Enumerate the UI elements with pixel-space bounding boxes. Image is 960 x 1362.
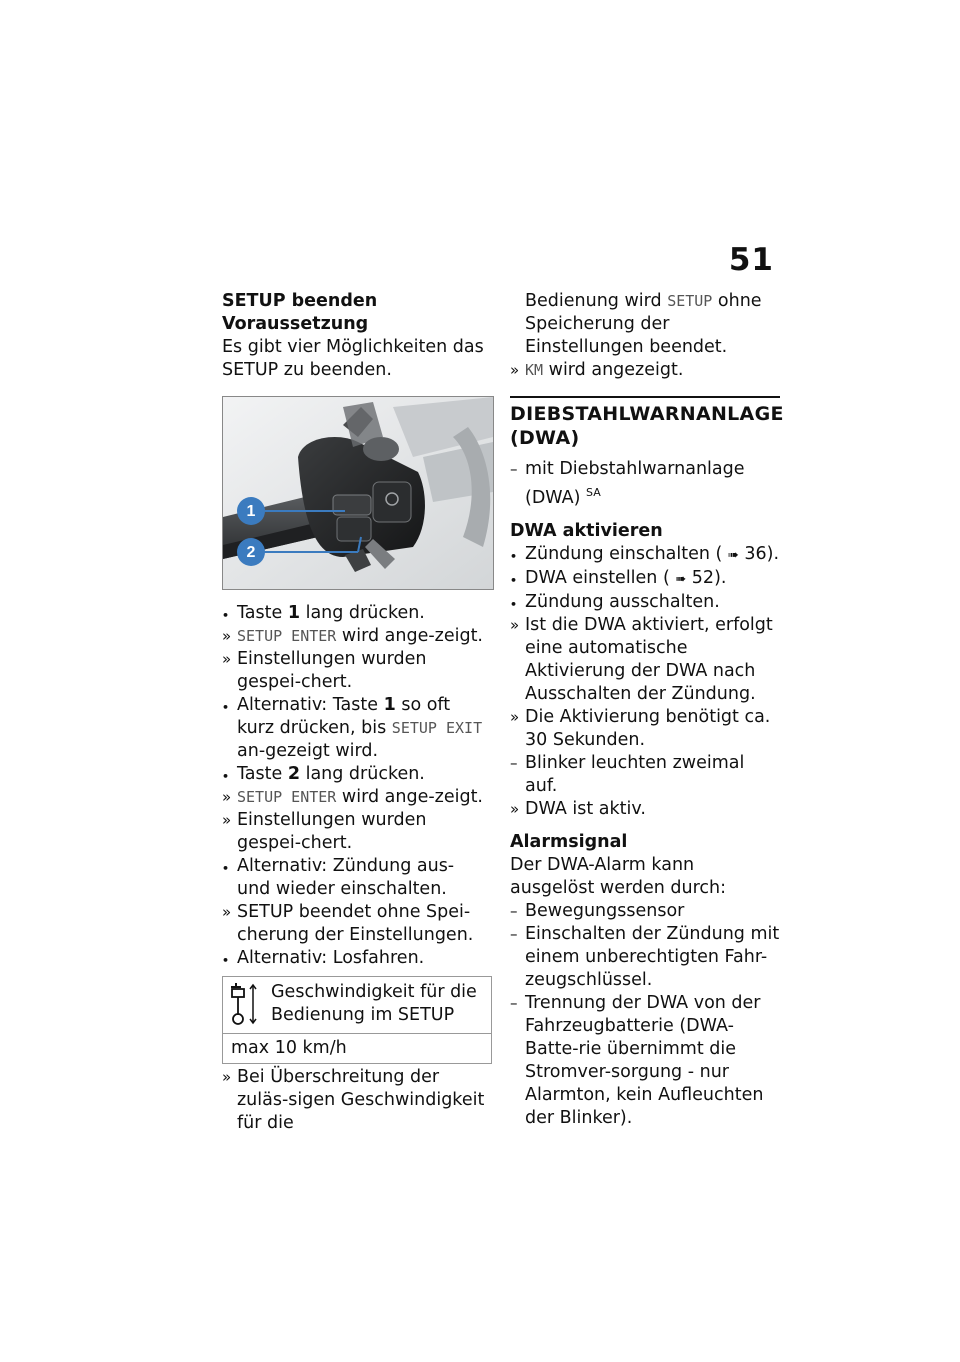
item-text: Alternativ: Taste (237, 695, 384, 715)
optional-equipment-mark: SA (586, 486, 601, 499)
result-marker: » (510, 707, 520, 726)
list-item (222, 602, 492, 625)
subheading-dwa-aktivieren: DWA aktivieren (510, 520, 663, 541)
dash-marker: – (510, 901, 518, 920)
list-item (510, 567, 780, 591)
key-number: 1 (287, 603, 301, 623)
list-item (222, 648, 492, 694)
item-text: Taste (237, 603, 288, 623)
item-text: Bei Überschreitung der zuläs-sigen Geschwindigkeit für die (237, 1067, 485, 1133)
result-marker: » (222, 903, 232, 921)
bullet-marker: • (222, 701, 230, 714)
item-text: wird ange-zeigt. (336, 787, 483, 807)
result-marker: » (222, 627, 232, 645)
callout-label-1: 1 (246, 503, 256, 520)
result-marker: » (510, 361, 520, 379)
page-number: 51 (728, 242, 774, 278)
speed-limit-value: max 10 km/h (231, 1038, 347, 1058)
list-item (510, 543, 780, 567)
list-item (510, 900, 780, 923)
bullet-marker: • (222, 954, 230, 967)
item-text: Ist die DWA aktiviert, erfolgt eine automatische Aktivierung der DWA nach Ausschalten der Zündung. (525, 614, 773, 704)
item-text: an-gezeigt wird. (237, 741, 379, 761)
item-text: ohne Speicherung der Einstellungen beendet. (525, 291, 762, 357)
list-item (510, 614, 780, 706)
item-text: Bewegungssensor (525, 900, 685, 921)
result-marker: » (222, 1068, 232, 1086)
list-item (222, 947, 492, 970)
key-number: 2 (287, 764, 301, 784)
key-number: 1 (383, 695, 396, 715)
list-item (510, 359, 780, 382)
section-heading-setup-beenden: SETUP beenden (222, 291, 378, 311)
list-item (222, 625, 492, 648)
right-column (510, 290, 784, 1130)
item-text: SETUP beendet ohne Spei-cherung der Einstellungen. (237, 902, 474, 945)
dash-marker: – (510, 924, 518, 943)
item-text: DWA ist aktiv. (525, 798, 646, 819)
list-item (510, 591, 780, 614)
item-text: Einstellungen wurden gespei-chert. (237, 649, 427, 692)
item-text: lang drücken. (300, 764, 425, 784)
list-item (510, 752, 780, 798)
dash-marker: – (510, 753, 518, 772)
item-text: lang drücken. (300, 603, 425, 623)
item-text: Bedienung wird (525, 291, 668, 311)
result-marker: » (222, 788, 232, 806)
page-reference[interactable]: 52). (691, 567, 727, 588)
item-text: Die Aktivierung benötigt ca. 30 Sekunden. (525, 706, 771, 750)
list-item-continued (510, 290, 780, 359)
item-text: Einstellungen wurden gespei-chert. (237, 810, 427, 853)
display-text: KM (525, 361, 544, 379)
alarm-intro: Der DWA-Alarm kann ausgelöst werden durch: (510, 854, 727, 898)
list-item (222, 786, 492, 809)
list-item (222, 1066, 492, 1135)
handlebar-switch-illustration (223, 397, 493, 589)
display-text: SETUP ENTER (237, 627, 337, 645)
display-text: SETUP ENTER (237, 788, 337, 806)
handlebar-switch-figure (222, 396, 494, 590)
result-marker: » (510, 615, 520, 634)
result-marker: » (222, 650, 232, 668)
left-column (222, 290, 492, 1135)
item-text: mit Diebstahlwarnanlage (DWA) (525, 459, 745, 508)
page-reference-arrow-icon: ➠ (727, 547, 739, 563)
list-item (222, 694, 492, 763)
bullet-marker: • (222, 862, 230, 875)
item-text: Blinker leuchten zweimal auf. (525, 752, 745, 796)
bullet-marker: • (510, 597, 518, 611)
list-item (222, 809, 492, 855)
list-item (510, 992, 780, 1130)
item-text: Zündung ausschalten. (525, 591, 720, 612)
callout-label-2: 2 (246, 544, 256, 561)
chapter-title: DIEBSTAHLWARNANLAGE (DWA) (510, 403, 784, 449)
list-item (222, 901, 492, 947)
item-text: Alternativ: Losfahren. (237, 948, 425, 968)
info-box-text: Geschwindigkeit für die Bedienung im SETUP (271, 982, 477, 1025)
page-reference-arrow-icon: ➠ (675, 571, 687, 587)
item-text: wird angezeigt. (543, 360, 684, 380)
item-text: Zündung einschalten ( (525, 543, 723, 564)
result-marker: » (222, 811, 232, 829)
dash-marker: – (510, 460, 518, 478)
page-reference[interactable]: 36). (744, 543, 780, 564)
list-item (222, 763, 492, 786)
item-text: Taste (237, 764, 288, 784)
list-item (222, 855, 492, 901)
bullet-marker: • (222, 770, 230, 783)
intro-text: Es gibt vier Möglichkeiten das SETUP zu beenden. (222, 337, 484, 380)
subheading-voraussetzung: Voraussetzung (222, 314, 369, 334)
speed-limit-icon (227, 981, 271, 1029)
list-item (510, 798, 780, 821)
item-text: Trennung der DWA von der Fahrzeugbatterie (DWA-Batte-rie übernimmt die Stromver-sorgung - nur Alarmton, kein Aufleuchten der Blinker). (525, 992, 764, 1128)
speed-info-box (222, 976, 492, 1064)
bullet-marker: • (510, 573, 518, 587)
requirement-item (510, 458, 780, 510)
result-marker: » (510, 799, 520, 818)
display-text: SETUP (667, 292, 713, 310)
item-text: Alternativ: Zündung aus- und wieder einschalten. (237, 856, 455, 899)
item-text: wird ange-zeigt. (336, 626, 483, 646)
subheading-alarmsignal: Alarmsignal (510, 831, 628, 852)
list-item (510, 706, 780, 752)
item-text: DWA einstellen ( (525, 567, 670, 588)
bullet-marker: • (510, 549, 518, 563)
item-text: Einschalten der Zündung mit einem unberechtigten Fahr-zeugschlüssel. (525, 923, 780, 990)
item-text: so oft kurz drücken, bis (237, 695, 451, 738)
list-item (510, 923, 780, 992)
bullet-marker: • (222, 609, 230, 622)
section-divider (510, 396, 780, 398)
display-text: SETUP EXIT (391, 719, 483, 737)
dash-marker: – (510, 993, 518, 1012)
